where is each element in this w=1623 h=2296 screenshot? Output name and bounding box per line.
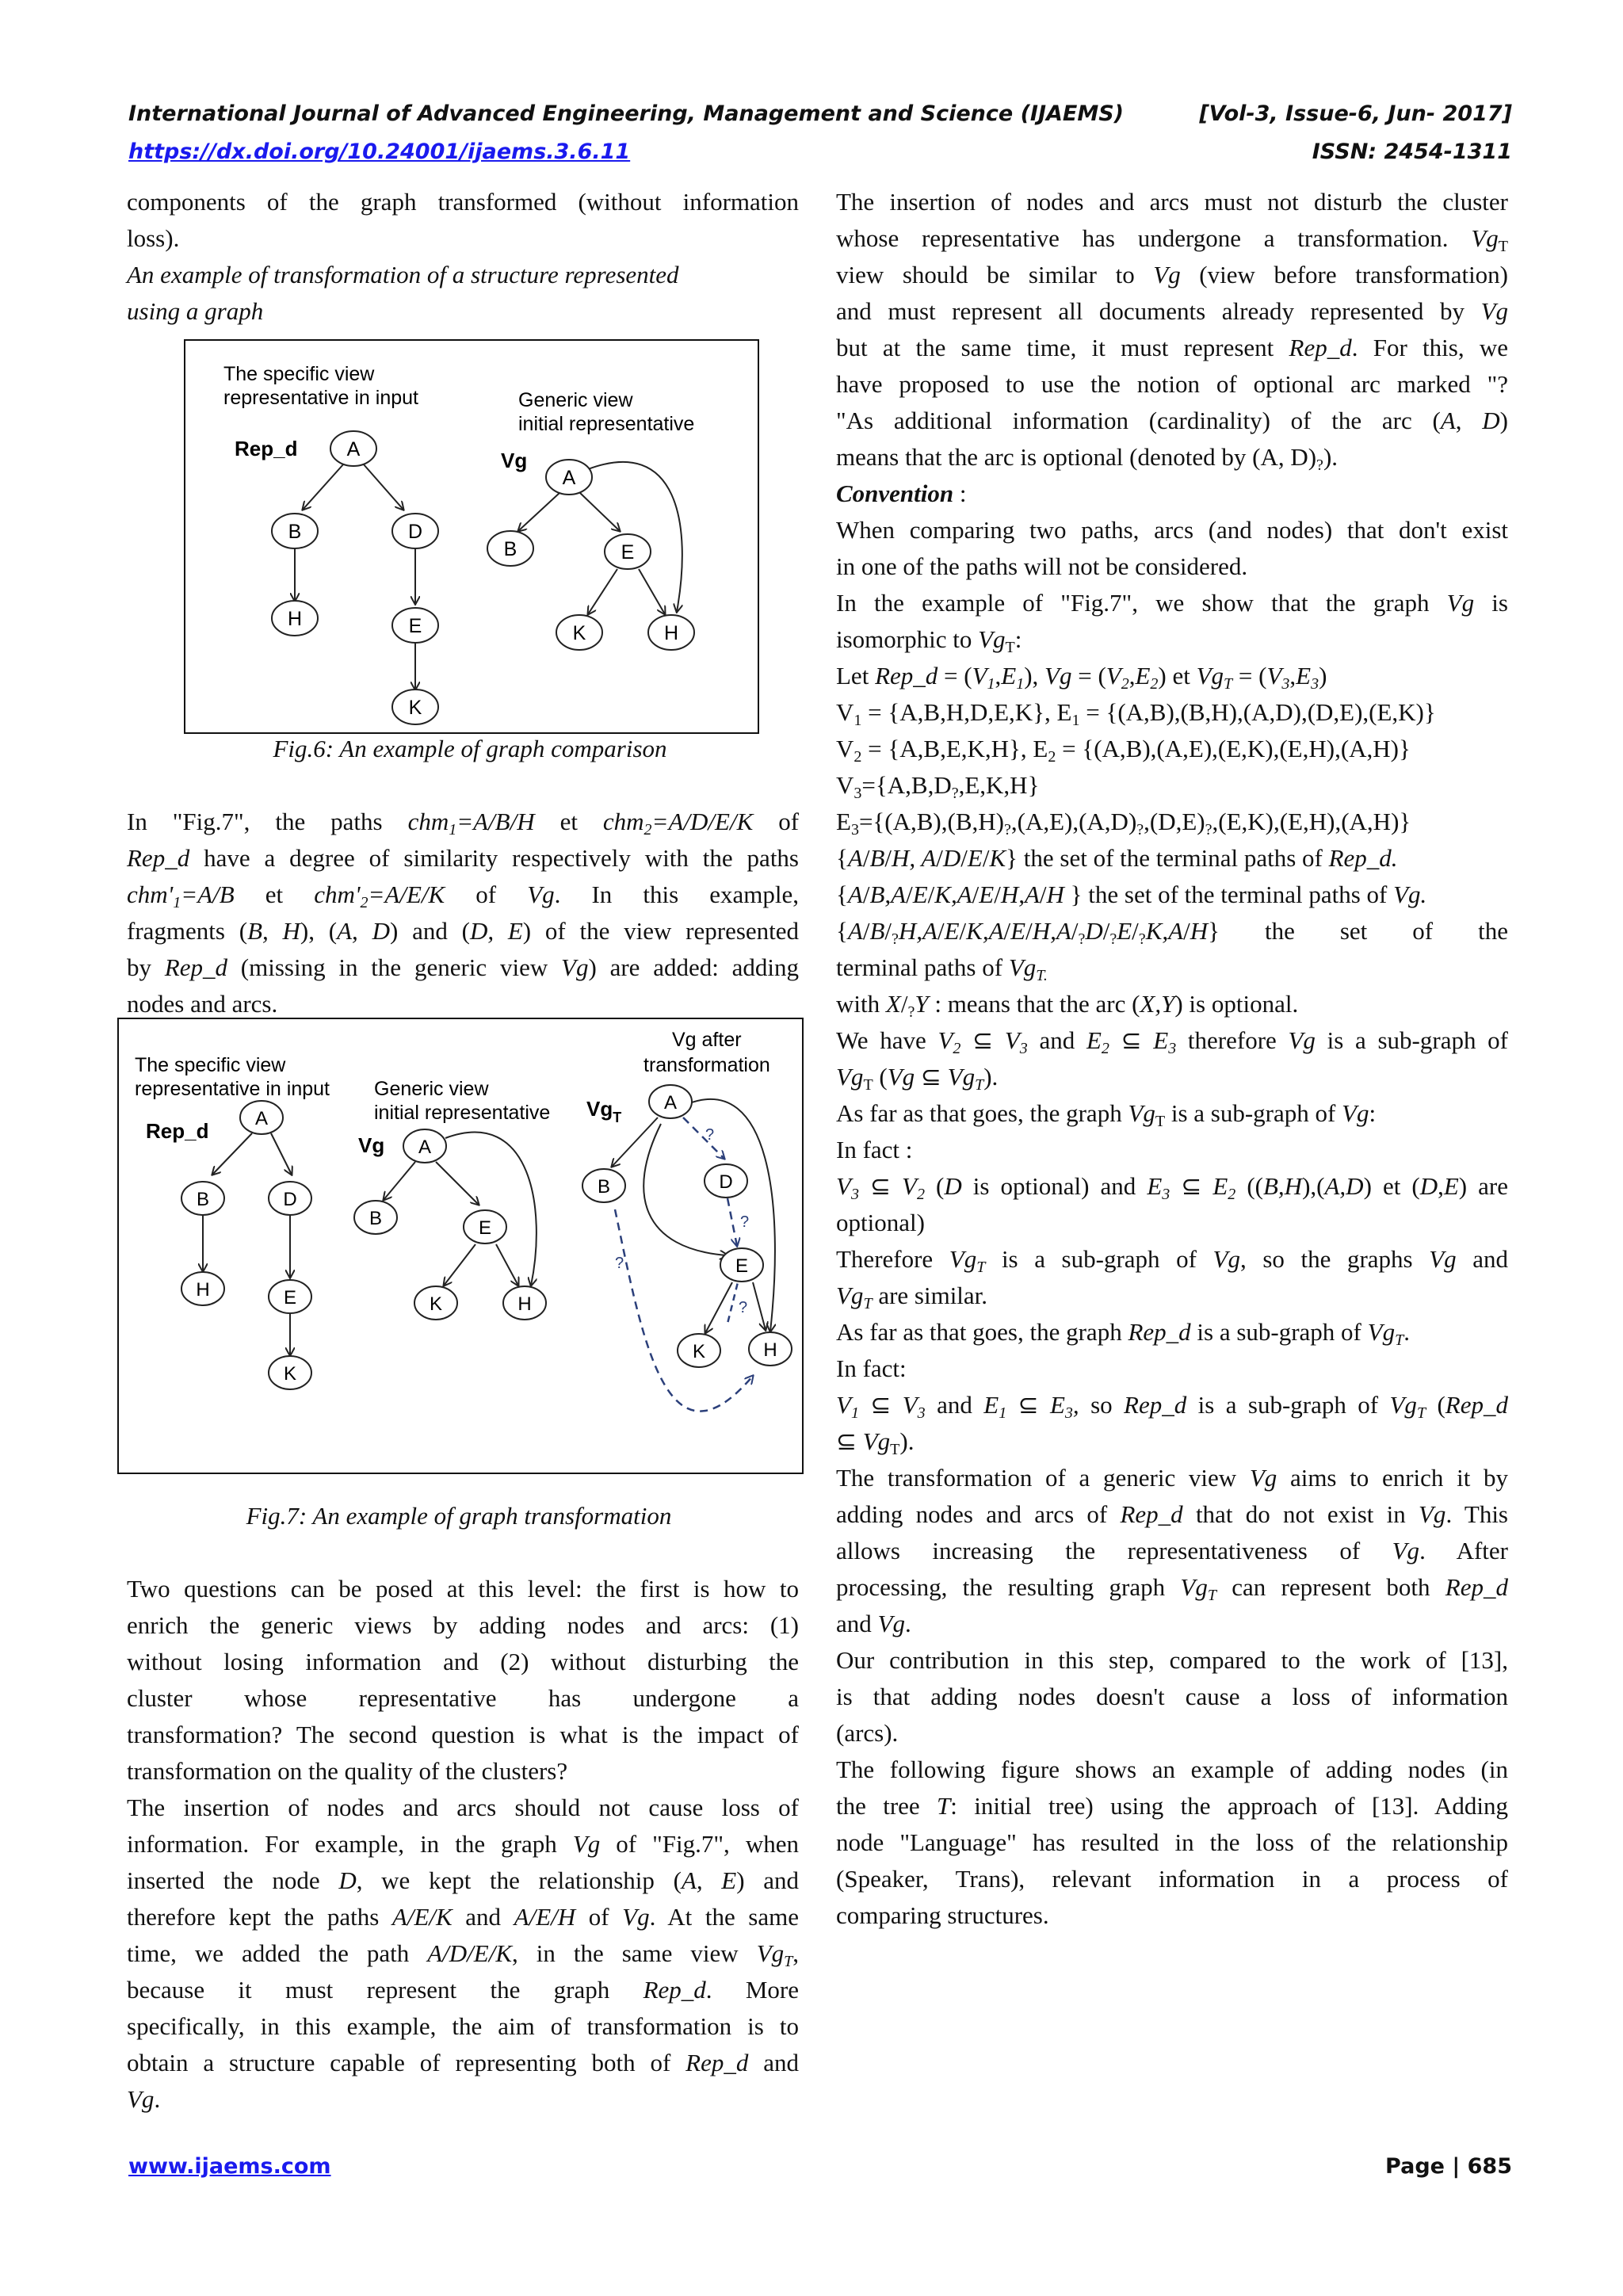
fig6-node-left-b — [272, 514, 318, 548]
svg-text:E: E — [621, 541, 635, 563]
svg-text:H: H — [196, 1279, 210, 1301]
fig7-label-after-1: Vg after — [672, 1029, 742, 1051]
fig7-node-left-h — [181, 1272, 224, 1305]
fig6-node-left-k — [392, 690, 438, 724]
fig7-node-right-d — [705, 1164, 747, 1198]
left-p2: An example of transformation of a structure represented using a graph — [127, 261, 679, 325]
doi-link[interactable]: https://dx.doi.org/10.24001/ijaems.3.6.11 — [128, 139, 631, 164]
svg-text:E: E — [735, 1255, 749, 1277]
right-column: The insertion of nodes and arcs must not disturb the cluster whose representative has undergone a transformation. $Vg_T$ view should be similar to Vg (view before transformation) and must represent all documents already represented by Vg but at the same time, it must represent Rep_d. For this, we have proposed to use the notion of optional arc marked "? "As additional information (cardinality) of the arc (A, D) means that the arc is optional (denoted by (A, $D)_?$). Convention : When comparing two paths, arcs (and nodes) that don't exist in one of the paths will not be considered. In the example of "Fig.7", we show that the graph Vg is isomorphic to $Vg_T$: Let Rep_d = $(V_1,E_1)$, $Vg = (V_2,E_2)$ et $Vg_T = (V_3,E_3)$ $V_1 = \{A,B,H,D,E,K\}$, $E_1 = \{(A,B),(B,H),(A,D),(D,E),(E,K)\}$ $V_2 = \{A,B,E,K,H\}$, $E_2 = \{(A,B),(A,E),(E,K),(E,H),(A,H)\}$ $V_3=\{A,B,D_?,E,K,H\}$ $E_3=\{(A,B),(B,H)_?,(A,E),(A,D)_?,(D,E)_?,(E,K),(E,H),(A,H)\}$ {A/B/H, A/D/E/K} the set of the terminal paths of Rep_d. {A/B,A/E/K,A/E/H,A/H } the set of the terminal paths of Vg. $\{A/B/_?H,A/E/K,A/E/H,A/_?D/_?E/_?K,A/H\}$ the set of the terminal paths of $Vg_{T.}$ with $X/_?Y$ : means that the arc (X,Y) is optional. We have $V_2$ ⊆ $V_3$ and $E_2$ ⊆ $E_3$ therefore Vg is a sub-graph of $Vg_T$ (Vg ⊆ $Vg_T$). As far as that goes, the graph $Vg_T$ is a sub-graph of Vg: In fact : $V_3$ ⊆ $V_2$ (D is optional) and $E_3$ ⊆ $E_2$ ((B,H),(A,D) et (D,E) are optional) Therefore $Vg_T$ is a sub-graph of Vg, so the graphs Vg and $Vg_T$ are similar. As far as that goes, the graph Rep_d is a sub-graph of $Vg_T$. In fact: $V_1$ ⊆ $V_3$ and $E_1$ ⊆ $E_3$, so Rep_d is a sub-graph of $Vg_T$ (Rep_d ⊆ $Vg_T$). The transformation of a generic view Vg aims to enrich it by adding nodes and arcs of Rep_d that do not exist in Vg. This allows increasing the representativeness of Vg. After processing, the resulting graph $Vg_T$ can represent both Rep_d and Vg. Our contribution in this step, compared to the work of [13], is that adding nodes doesn't cause a loss of information (arcs). The following figure shows an example of adding nodes (in the tree T: initial tree) using the approach of [13]. Adding node "Language" has resulted in the loss of the relationship (Speaker, Trans), relevant information in a process of comparing structures. — [836, 188, 1509, 1929]
fig7-node-mid-k — [414, 1286, 457, 1320]
svg-text:H: H — [663, 622, 679, 644]
left-p1-line1: components of the graph transformed (without information — [127, 188, 799, 216]
svg-text:K: K — [692, 1341, 706, 1362]
svg-text:H: H — [763, 1339, 777, 1361]
svg-text:B: B — [369, 1208, 383, 1229]
fig7-node-left-d — [269, 1182, 311, 1215]
left-p1-line2: loss). — [127, 224, 180, 252]
left-p4-p5: Two questions can be posed at this level: the first is how to enrich the generic views by adding nodes and arcs: (1) without losing information and (2) without disturbing the cluster whose representative has undergone a transformation? The second question is what is the impact of transformation on the quality of the clusters? The insertion of nodes and arcs should not cause loss of information. For example, in the graph Vg of "Fig.7", when inserted the node D, we kept the relationship (A, E) and therefore kept the paths A/E/K and A/E/H of Vg. At the same time, we added the path A/D/E/K, in the same view $Vg_T$, because it must represent the graph Rep_d. More specifically, in this example, the aim of transformation is to obtain a structure capable of representing both of Rep_d and Vg. — [127, 1575, 800, 2113]
fig7-optional-ek: ? — [739, 1299, 748, 1316]
figure-7-graph — [119, 1019, 802, 1473]
svg-text:A: A — [562, 467, 576, 489]
convention-heading: Convention — [836, 479, 954, 507]
svg-text:B: B — [288, 521, 302, 543]
fig7-label-after-2: transformation — [643, 1054, 770, 1076]
svg-text:E: E — [283, 1287, 297, 1308]
figure-7 — [117, 1018, 804, 1474]
fig7-node-mid-e — [464, 1210, 506, 1244]
svg-text:B: B — [196, 1189, 210, 1210]
svg-text:A: A — [418, 1137, 432, 1158]
fig7-node-mid-a — [403, 1129, 446, 1163]
svg-text:B: B — [597, 1176, 611, 1198]
svg-text:D: D — [283, 1189, 297, 1210]
fig7-node-mid-b — [354, 1201, 397, 1234]
fig7-vg-label: Vg — [358, 1133, 385, 1157]
svg-text:K: K — [408, 697, 422, 719]
fig6-node-right-k — [556, 615, 602, 650]
fig7-label-specific-1: The specific view — [135, 1054, 286, 1076]
fig7-optional-bh: ? — [615, 1255, 624, 1272]
fig7-node-left-k — [269, 1356, 311, 1389]
fig6-node-right-a — [546, 460, 592, 495]
svg-text:B: B — [503, 538, 517, 560]
svg-text:A: A — [346, 438, 361, 460]
fig7-node-right-a — [649, 1085, 692, 1118]
fig6-node-left-e — [392, 608, 438, 643]
site-link[interactable]: www.ijaems.com — [128, 2154, 331, 2179]
fig7-node-left-b — [181, 1182, 224, 1215]
volume-info: [Vol-3, Issue-6, Jun- 2017] — [1199, 101, 1512, 126]
fig7-node-left-a — [240, 1101, 283, 1134]
fig7-optional-de: ? — [740, 1213, 750, 1231]
fig6-node-right-b — [487, 531, 533, 566]
fig6-node-right-e — [605, 534, 651, 569]
fig7-node-right-h — [749, 1332, 792, 1366]
fig6-node-right-h — [648, 615, 694, 650]
fig7-node-mid-h — [503, 1286, 546, 1320]
fig7-vgt-label: $Vg_T$ — [586, 1097, 622, 1125]
svg-text:D: D — [407, 521, 423, 543]
fig6-caption: Fig.6: An example of graph comparison — [273, 735, 667, 762]
svg-text:H: H — [517, 1293, 532, 1315]
svg-text:A: A — [254, 1108, 269, 1129]
fig6-rep-d-label: Rep_d — [235, 437, 298, 460]
svg-text:H: H — [287, 608, 303, 630]
fig6-node-left-d — [392, 514, 438, 548]
fig6-vg-label: Vg — [501, 449, 528, 472]
fig7-label-specific-2: representative in input — [135, 1078, 330, 1100]
svg-text:E: E — [408, 615, 422, 637]
page-number: Page | 685 — [1385, 2154, 1512, 2179]
fig6-label-specific-2: representative in input — [223, 387, 418, 409]
journal-title: International Journal of Advanced Engineering, Management and Science (IJAEMS) — [128, 101, 1125, 126]
fig6-label-generic-1: Generic view — [518, 389, 633, 411]
left-column — [127, 184, 799, 330]
fig7-optional-ad: ? — [705, 1126, 715, 1144]
svg-text:D: D — [719, 1171, 733, 1193]
fig6-node-left-h — [272, 601, 318, 636]
left-p3: In "Fig.7", the paths chm$_1$=A/B/H et chm$_2$=A/D/E/K of Rep_d have a degree of similarity respectively with the paths $chm'_1=A/B$ et $chm'_2=A/E/K$ of Vg. In this example, fragments (B, H), (A, D) and (D, E) of the view represented by Rep_d (missing in the generic view Vg) are added: adding nodes and arcs. — [127, 808, 800, 1018]
fig7-caption: Fig.7: An example of graph transformation — [246, 1502, 672, 1530]
svg-text:K: K — [429, 1293, 443, 1315]
fig7-label-generic-2: initial representative — [374, 1102, 551, 1124]
figure-6 — [184, 339, 759, 734]
fig7-label-generic-1: Generic view — [374, 1078, 489, 1100]
svg-text:K: K — [572, 622, 586, 644]
fig7-rep-d-label: Rep_d — [146, 1119, 209, 1143]
fig7-node-left-e — [269, 1280, 311, 1313]
fig6-label-specific-1: The specific view — [223, 363, 375, 385]
svg-text:K: K — [283, 1363, 297, 1385]
issn: ISSN: 2454-1311 — [1312, 139, 1512, 164]
fig6-node-left-a — [330, 431, 376, 466]
fig7-node-right-e — [720, 1248, 763, 1282]
figure-6-graph — [185, 341, 758, 732]
fig6-label-generic-2: initial representative — [518, 413, 695, 435]
svg-text:E: E — [478, 1217, 492, 1239]
svg-text:A: A — [663, 1092, 678, 1114]
fig7-node-right-k — [678, 1334, 720, 1367]
fig7-node-right-b — [582, 1169, 625, 1202]
